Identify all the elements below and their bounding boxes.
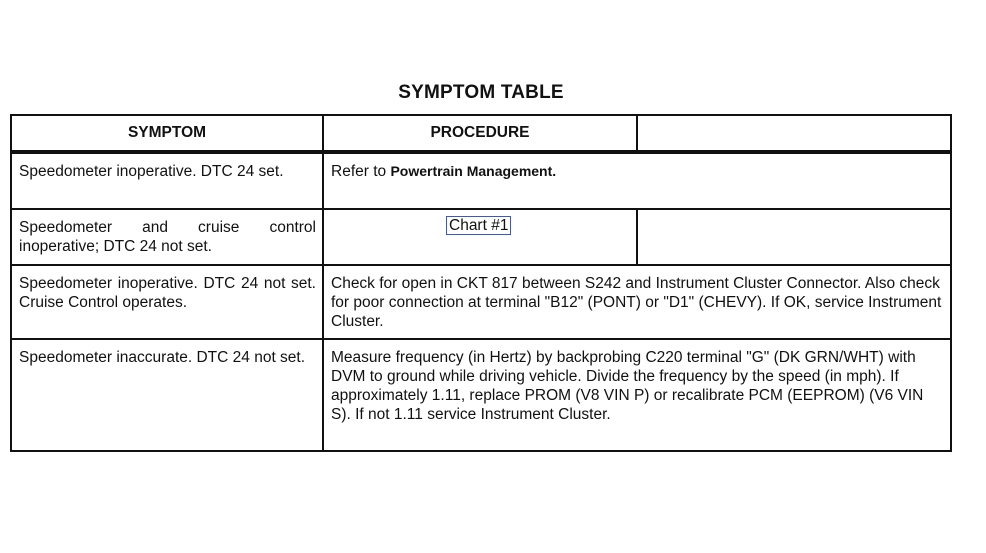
symptom-text: Speedometer inoperative. DTC 24 not set. Cruise Control operates.	[19, 275, 316, 311]
symptom-text: Speedometer inaccurate. DTC 24 not set.	[19, 349, 306, 366]
procedure-cell	[323, 152, 951, 209]
chart-link[interactable]: Chart #1	[446, 216, 511, 235]
header-extra	[637, 115, 951, 152]
table-header-row	[11, 115, 951, 152]
procedure-text: Measure frequency (in Hertz) by backprobing C220 terminal "G" (DK GRN/WHT) with DVM to ground while driving vehicle. Divide the frequency by the speed (in mph). If approximately 1.11, replace PROM (V8 VIN P) or recalibrate PCM (EEPROM) (V6 VIN S). If not 1.11 service Instrument Cluster.	[331, 349, 924, 423]
header-symptom: SYMPTOM	[11, 115, 323, 152]
procedure-prefix: Refer to	[331, 163, 387, 180]
symptom-cell	[11, 152, 323, 209]
procedure-cell	[323, 339, 951, 451]
symptom-table	[10, 114, 952, 452]
table-row	[11, 339, 951, 451]
table-row	[11, 209, 951, 265]
symptom-cell	[11, 265, 323, 339]
empty-cell	[637, 209, 951, 265]
symptom-text: Speedometer and cruise control inoperative; DTC 24 not set.	[19, 219, 316, 255]
procedure-text	[324, 154, 950, 185]
symptom-cell	[11, 339, 323, 451]
procedure-cell	[323, 265, 951, 339]
page-title: SYMPTOM TABLE	[398, 82, 564, 103]
procedure-reference: Powertrain Management.	[390, 163, 557, 179]
table-row	[11, 265, 951, 339]
procedure-cell	[323, 209, 637, 265]
procedure-text: Check for open in CKT 817 between S242 and Instrument Cluster Connector. Also check for poor connection at terminal "B12" (PONT) or "D1" (CHEVY). If OK, service Instrument Cluster.	[331, 275, 942, 330]
header-procedure: PROCEDURE	[323, 115, 637, 152]
symptom-cell	[11, 209, 323, 265]
symptom-text: Speedometer inoperative. DTC 24 set.	[19, 163, 284, 180]
table-row	[11, 152, 951, 209]
